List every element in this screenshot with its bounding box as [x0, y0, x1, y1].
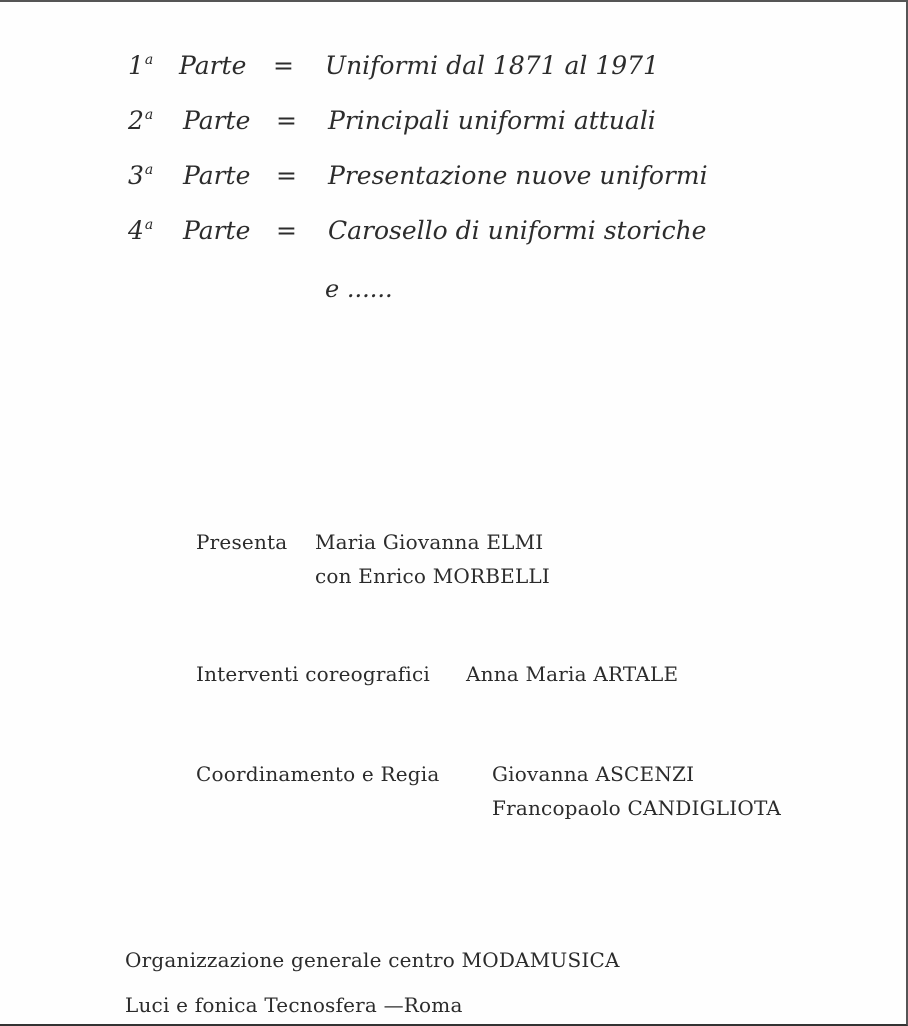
- part-label: Parte: [183, 216, 251, 245]
- presenta-label: Presenta: [196, 530, 288, 554]
- coreografie-label: Interventi coreografici: [196, 662, 430, 686]
- coreografie-name: Anna Maria ARTALE: [466, 662, 679, 686]
- part-number: 2$^a$: [128, 106, 154, 135]
- regia-name-2: Francopaolo CANDIGLIOTA: [492, 796, 782, 820]
- part-row-1: [128, 50, 688, 82]
- part-number: 3$^a$: [128, 161, 154, 190]
- part-row-4: [128, 215, 708, 247]
- regia-label: Coordinamento e Regia: [196, 762, 440, 786]
- part-title: Carosello di uniformi storiche: [328, 216, 707, 245]
- luci-fonica-line: Luci e fonica Tecnosfera —Roma: [125, 993, 463, 1017]
- equals-sign: =: [276, 106, 297, 135]
- regia-name-1: Giovanna ASCENZI: [492, 762, 695, 786]
- part-title: Principali uniformi attuali: [328, 106, 656, 135]
- part-row-3: [128, 160, 708, 192]
- ordinal-superscript: a: [144, 107, 154, 123]
- presenta-name-1: Maria Giovanna ELMI: [315, 530, 544, 554]
- presenta-name-2: con Enrico MORBELLI: [315, 564, 551, 588]
- part-number: 1$^a$: [128, 51, 154, 80]
- part-label: Parte: [183, 161, 251, 190]
- part-label: Parte: [183, 106, 251, 135]
- organizzazione-line: Organizzazione generale centro MODAMUSICA: [125, 948, 620, 972]
- equals-sign: =: [273, 51, 294, 80]
- etcetera-text: e ......: [325, 275, 393, 303]
- part-number: 4$^a$: [128, 216, 154, 245]
- equals-sign: =: [276, 161, 297, 190]
- ordinal-superscript: a: [144, 217, 154, 233]
- equals-sign: =: [276, 216, 297, 245]
- ordinal-superscript: a: [144, 52, 154, 68]
- part-row-2: [128, 105, 688, 137]
- part-title: Uniformi dal 1871 al 1971: [325, 51, 659, 80]
- ordinal-superscript: a: [144, 162, 154, 178]
- part-label: Parte: [179, 51, 247, 80]
- part-title: Presentazione nuove uniformi: [328, 161, 708, 190]
